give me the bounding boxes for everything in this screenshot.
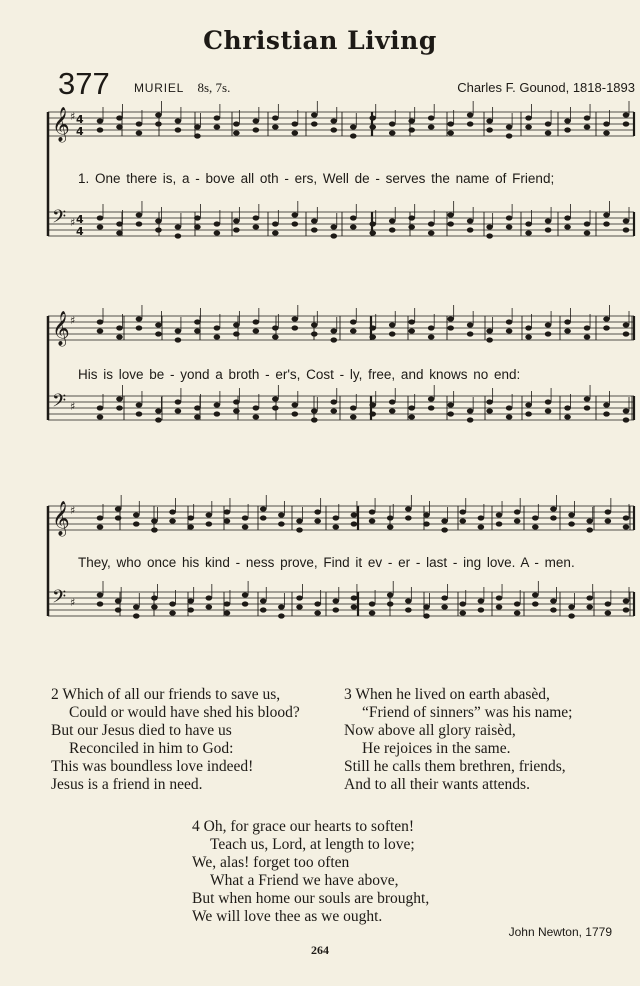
section-heading: Christian Living: [203, 26, 437, 55]
stanza-line: But when home our souls are brought,: [192, 890, 430, 907]
treble-clef-icon: 𝄞: [52, 107, 70, 142]
stanza-line: And to all their wants attends.: [344, 776, 530, 793]
time-signature-bottom: 4: [76, 225, 84, 238]
stanza-line: 2 Which of all our friends to save us,: [51, 686, 281, 703]
lyric-line-3: They, who once his kind - ness prove, Find it ev - er - last - ing love. A - men.: [78, 555, 575, 570]
hymn-author: John Newton, 1779: [508, 925, 612, 939]
bass-clef-icon: 𝄢: [52, 587, 67, 612]
treble-clef-icon: 𝄞: [52, 501, 70, 536]
time-signature-bottom: 4: [76, 125, 84, 138]
hymn-number: 377: [58, 66, 110, 101]
music-system-3: [40, 494, 640, 644]
sharp-icon: ♯: [70, 314, 76, 327]
sharp-icon: ♯: [70, 110, 76, 123]
bass-clef-icon: 𝄢: [52, 207, 67, 232]
stanza-line: What a Friend we have above,: [210, 872, 399, 889]
tune-name: MURIEL: [134, 81, 185, 95]
sharp-icon: ♯: [70, 216, 76, 229]
stanza-2: [51, 686, 300, 794]
time-signature-top: 4: [76, 113, 84, 126]
composer: Charles F. Gounod, 1818-1893: [457, 80, 635, 95]
sharp-icon: ♯: [70, 504, 76, 517]
music-system-1: [40, 100, 640, 260]
page-number: 264: [311, 943, 329, 957]
music-system-2: [40, 304, 640, 444]
stanza-line: Now above all glory raisèd,: [344, 722, 516, 739]
stanza-line: Reconciled in him to God:: [69, 740, 234, 757]
stanza-line: He rejoices in the same.: [362, 740, 511, 757]
stanza-line: 3 When he lived on earth abasèd,: [344, 686, 550, 703]
lyric-line-2: His is love be - yond a broth - er's, Cost - ly, free, and knows no end:: [78, 367, 521, 382]
stanza-line: Jesus is a friend in need.: [51, 776, 203, 793]
lyric-line-1: 1. One there is, a - bove all oth - ers, Well de - serves the name of Friend;: [78, 171, 555, 186]
stanza-line: We, alas! forget too often: [192, 854, 350, 871]
stanza-line: “Friend of sinners” was his name;: [362, 704, 573, 721]
stanza-line: 4 Oh, for grace our hearts to soften!: [192, 818, 415, 835]
stanza-line: But our Jesus died to have us: [51, 722, 232, 739]
sharp-icon: ♯: [70, 596, 76, 609]
stanza-line: This was boundless love indeed!: [51, 758, 254, 775]
stanza-4: [192, 818, 429, 926]
sharp-icon: ♯: [70, 400, 76, 413]
bass-clef-icon: 𝄢: [52, 391, 67, 416]
time-signature-top: 4: [76, 213, 84, 226]
stanza-line: Teach us, Lord, at length to love;: [210, 836, 415, 853]
stanza-line: Could or would have shed his blood?: [69, 704, 300, 721]
stanza-line: We will love thee as we ought.: [192, 908, 383, 925]
meter: 8s, 7s.: [197, 80, 231, 95]
stanza-line: Still he calls them brethren, friends,: [344, 758, 566, 775]
tune-info: [134, 80, 230, 96]
stanza-3: [344, 686, 573, 794]
treble-clef-icon: 𝄞: [52, 311, 70, 346]
